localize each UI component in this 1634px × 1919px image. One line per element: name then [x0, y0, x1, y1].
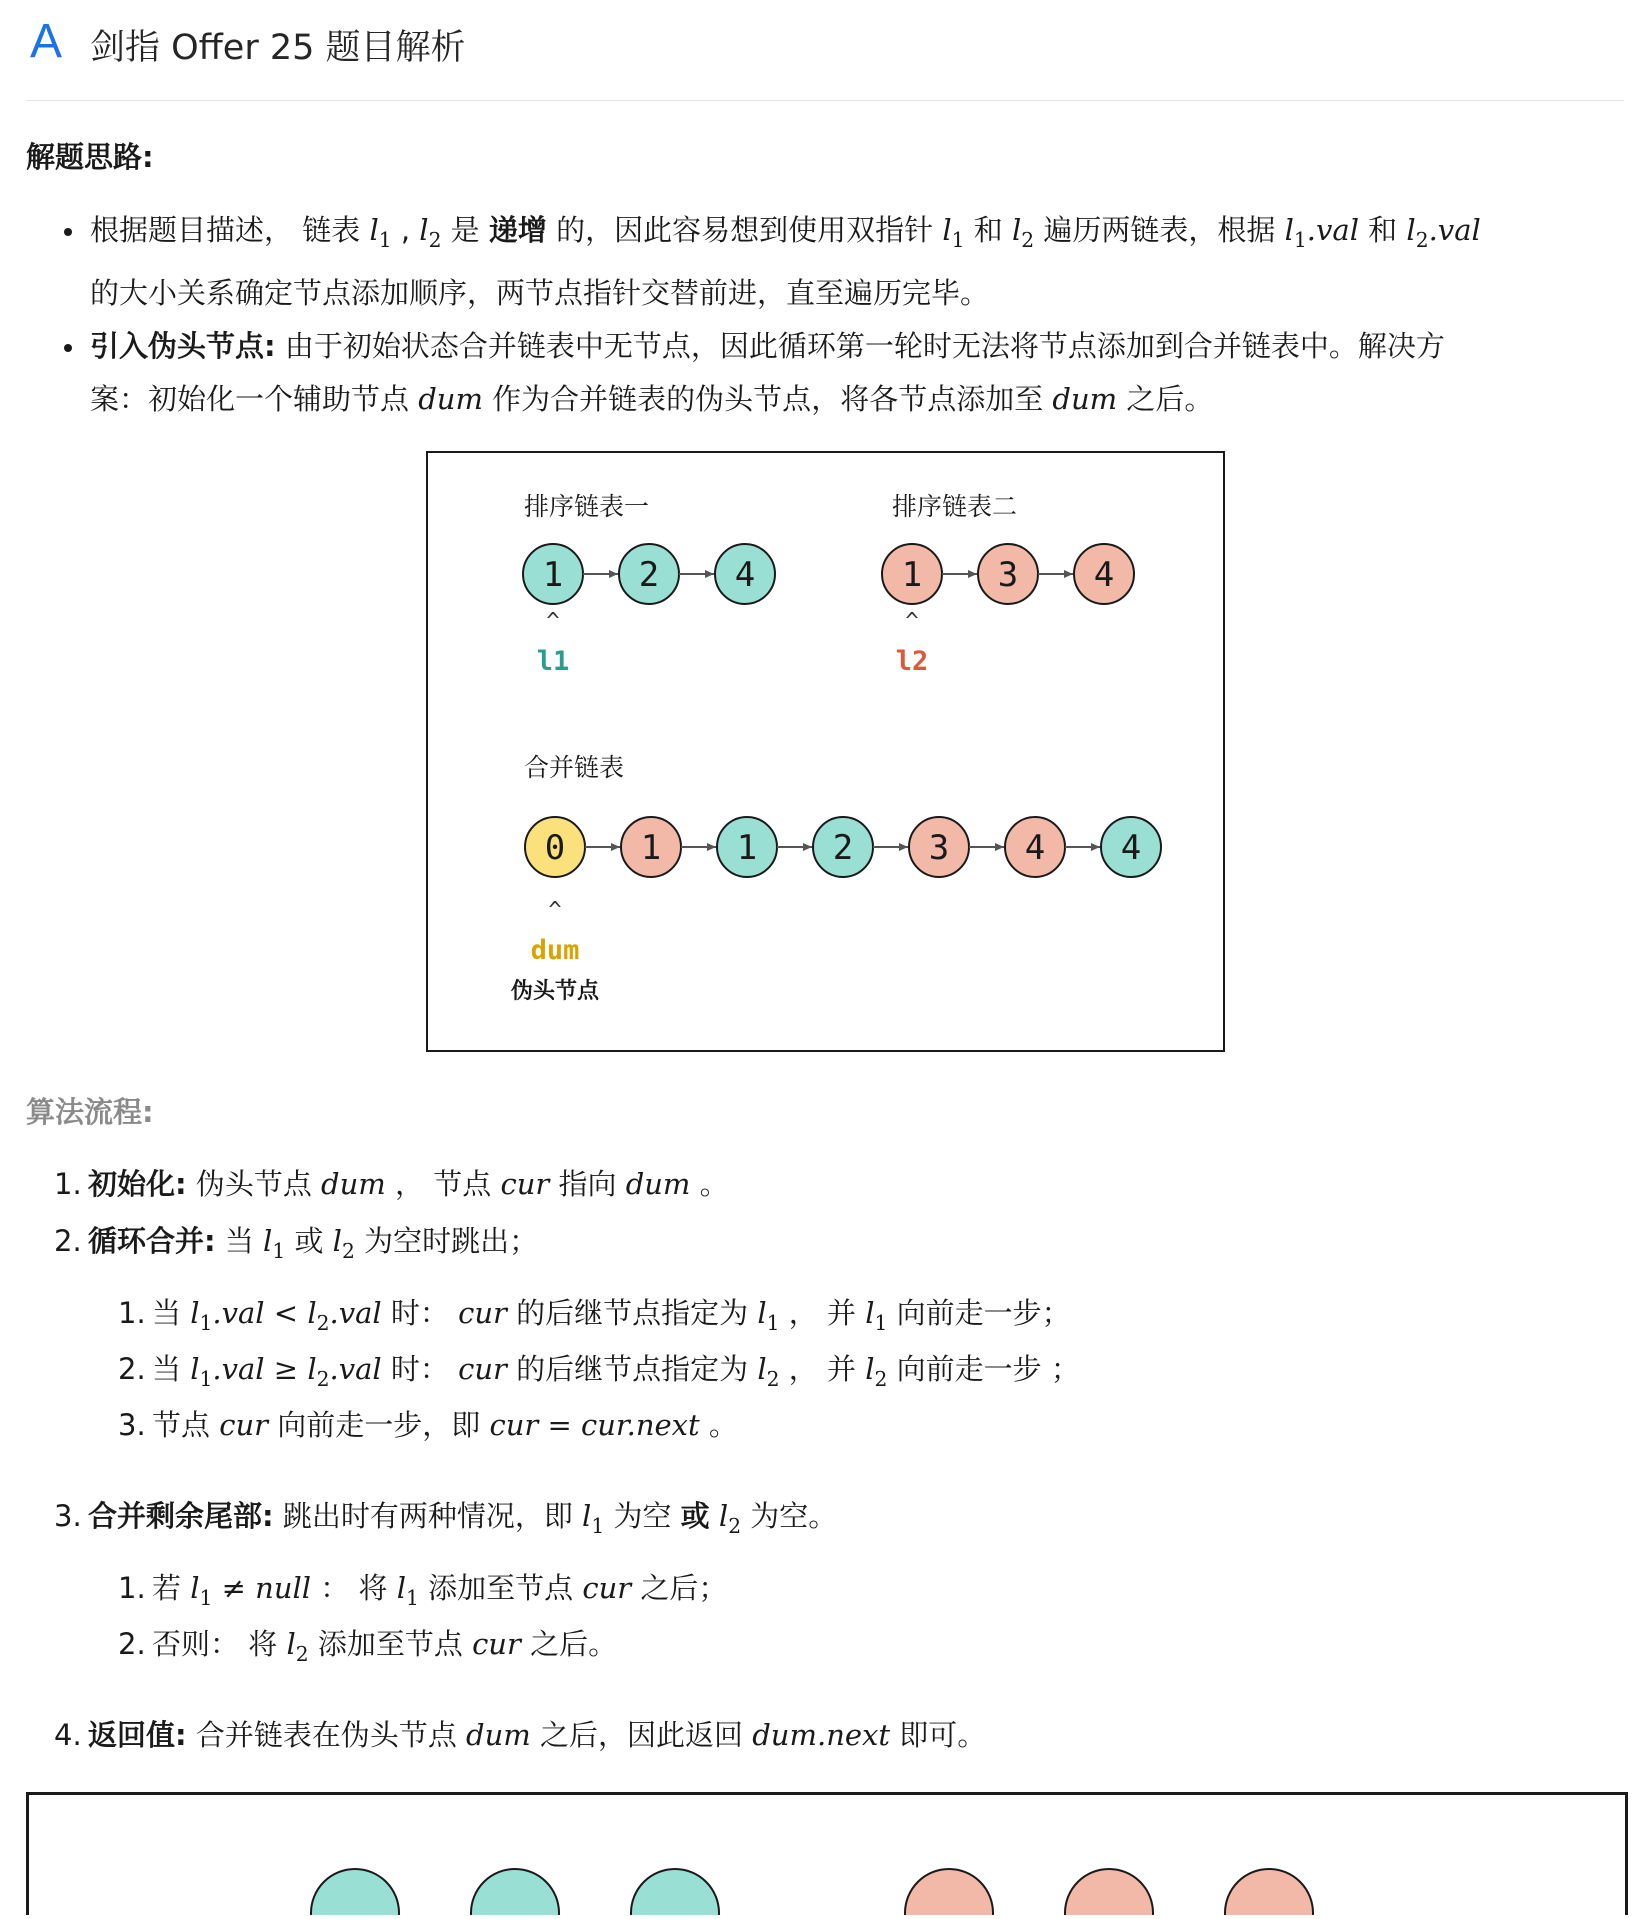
merged-node-value-3: 1 — [736, 828, 758, 868]
list2-nodes — [882, 544, 1134, 604]
merge-diagram — [426, 451, 1225, 1052]
step-2: 2. 循环合并: 当 $l_1$ 或 $l_2$ 为空时跳出； — [54, 1224, 539, 1263]
step-1: 1. 初始化: 伪头节点 dum ， 节点 cur 指向 dum 。 — [54, 1167, 729, 1201]
page-title: 剑指 Offer 25 题目解析 — [90, 28, 466, 68]
idea-heading: 解题思路: — [26, 140, 154, 174]
step-3: 3. 合并剩余尾部: 跳出时有两种情况，即 $l_1$ 为空 或 $l_2$ 为空。 — [54, 1499, 838, 1538]
page-header — [26, 0, 1624, 101]
merged-node-value-4: 2 — [832, 828, 854, 868]
merged-nodes — [525, 817, 1161, 877]
article — [26, 0, 1624, 1752]
list2-label: 排序链表二 — [892, 492, 1018, 521]
step-3-2: 2. 否则： 将 $l_2$ 添加至节点 cur 之后。 — [118, 1627, 618, 1666]
merged-node-value-5: 3 — [928, 828, 950, 868]
math-l2: $l_2$ — [419, 213, 442, 252]
caret-l1: ^ — [546, 609, 560, 634]
anim-node-1 — [311, 1869, 399, 1915]
merged-node-value-1: 0 — [544, 828, 566, 868]
list2-node-value-1: 1 — [901, 555, 923, 595]
merged-label: 合并链表 — [524, 753, 625, 782]
caret-l2: ^ — [905, 609, 919, 634]
pointer-dum: dum — [530, 935, 580, 966]
algo-heading: 算法流程: — [26, 1095, 154, 1129]
anim-node-6 — [1225, 1869, 1313, 1915]
pointer-l1: l1 — [536, 646, 570, 677]
anim-node-5 — [1065, 1869, 1153, 1915]
idea-bullet-2: 引入伪头节点: 由于初始状态合并链表中无节点，因此循环第一轮时无法将节点添加到合并链表中。解决方 案：初始化一个辅助节点 dum 作为合并链表的伪头节点，将各节点添加至 dum 之后。 — [26, 320, 1624, 426]
pointer-l2: l2 — [895, 646, 929, 677]
merge-animation-diagram — [26, 1792, 1628, 1915]
merge-animation-svg — [29, 1795, 1625, 1915]
idea-list — [26, 204, 1624, 426]
anim-node-3 — [631, 1869, 719, 1915]
step-4: 4. 返回值: 合并链表在伪头节点 dum 之后，因此返回 dum.next 即可。 — [54, 1718, 987, 1752]
list1-label: 排序链表一 — [524, 492, 650, 521]
logo-icon: A — [30, 15, 63, 68]
step-2-2: 2. 当 $l_1.val \ge l_2.val$ 时： cur 的后继节点指定为 $l_2$ ， 并 $l_2$ 向前走一步 ； — [118, 1352, 1080, 1391]
merged-node-value-2: 1 — [640, 828, 662, 868]
idea-bullet-1: 根据题目描述， 链表 $l_1$ , $l_2$ 是 递增 的，因此容易想到使用双指针 $l_1$ 和 $l_2$ 遍历两链表，根据 $l_1.val$ 和 $l_2.val$ 的大小关系确定节点添加顺序，两节点指针交替前进，直至遍历完毕。 — [26, 204, 1624, 320]
list1-node-value-3: 4 — [734, 555, 756, 595]
anim-node-2 — [471, 1869, 559, 1915]
step-3-1: 1. 若 $l_1$ ≠ null ： 将 $l_1$ 添加至节点 cur 之后； — [118, 1571, 728, 1610]
merge-diagram-svg — [428, 453, 1223, 1050]
merged-node-value-6: 4 — [1024, 828, 1046, 868]
step-2-3: 3. 节点 cur 向前走一步，即 cur = cur.next 。 — [118, 1408, 738, 1442]
anim-node-4 — [905, 1869, 993, 1915]
merged-node-value-7: 4 — [1120, 828, 1142, 868]
list1-node-value-1: 1 — [542, 555, 564, 595]
list2-node-value-2: 3 — [997, 555, 1019, 595]
math-l1: $l_1$ — [369, 213, 392, 252]
list1-node-value-2: 2 — [638, 555, 660, 595]
step-2-1: 1. 当 $l_1.val < l_2.val$ 时： cur 的后继节点指定为 $l_1$ ， 并 $l_1$ 向前走一步； — [118, 1296, 1071, 1335]
list1-nodes — [523, 544, 775, 604]
list2-node-value-3: 4 — [1093, 555, 1115, 595]
caret-dum: ^ — [548, 898, 562, 923]
dummy-head-note: 伪头节点 — [510, 979, 600, 1004]
